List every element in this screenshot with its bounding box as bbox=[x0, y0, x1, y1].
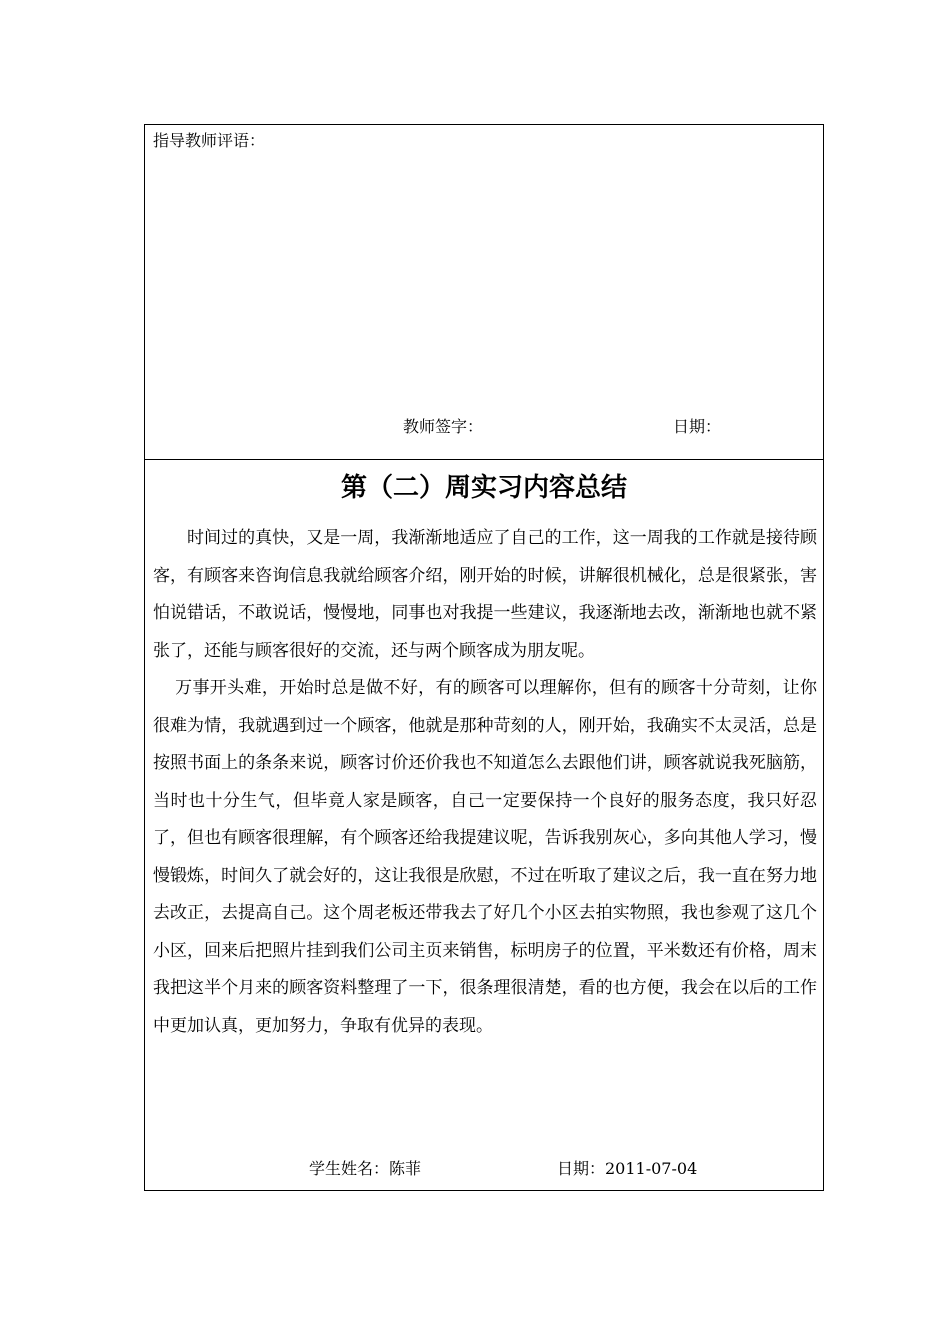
student-name: 学生姓名：陈菲 bbox=[309, 1159, 422, 1178]
summary-body bbox=[153, 520, 817, 1045]
teacher-date-label: 日期： bbox=[673, 417, 722, 436]
teacher-comment-section bbox=[145, 125, 823, 460]
report-table bbox=[144, 124, 824, 1191]
summary-paragraph: 时间过的真快，又是一周，我渐渐地适应了自己的工作，这一周我的工作就是接待顾客，有顾客来咨询信息我就给顾客介绍，刚开始的时候，讲解很机械化，总是很紧张，害怕说错话，不敢说话，慢慢地，同事也对我提一些建议，我逐渐地去改，渐渐地也就不紧张了，还能与顾客很好的交流，还与两个顾客成为朋友呢。 bbox=[153, 528, 817, 661]
student-date: 日期：2011-07-04 bbox=[557, 1159, 698, 1178]
teacher-comment-label: 指导教师评语： bbox=[153, 131, 266, 150]
summary-title: 第（二）周实习内容总结 bbox=[340, 473, 627, 503]
teacher-signature-label: 教师签字： bbox=[403, 417, 484, 436]
weekly-summary-section bbox=[145, 460, 823, 1190]
summary-paragraph: 万事开头难，开始时总是做不好，有的顾客可以理解你，但有的顾客十分苛刻，让你很难为情，我就遇到过一个顾客，他就是那种苛刻的人，刚开始，我确实不太灵活，总是按照书面上的条条来说，顾客讨价还价我也不知道怎么去跟他们讲，顾客就说我死脑筋，当时也十分生气，但毕竟人家是顾客，自己一定要保持一个良好的服务态度，我只好忍了，但也有顾客很理解，有个顾客还给我提建议呢，告诉我别灰心，多向其他人学习，慢慢锻炼，时间久了就会好的，这让我很是欣慰，不过在听取了建议之后，我一直在努力地去改正，去提高自己。这个周老板还带我去了好几个小区去拍实物照，我也参观了这几个小区，回来后把照片挂到我们公司主页来销售，标明房子的位置，平米数还有价格，周末我把这半个月来的顾客资料整理了一下，很条理很清楚，看的也方便，我会在以后的工作中更加认真，更加努力，争取有优异的表现。 bbox=[153, 678, 817, 1036]
